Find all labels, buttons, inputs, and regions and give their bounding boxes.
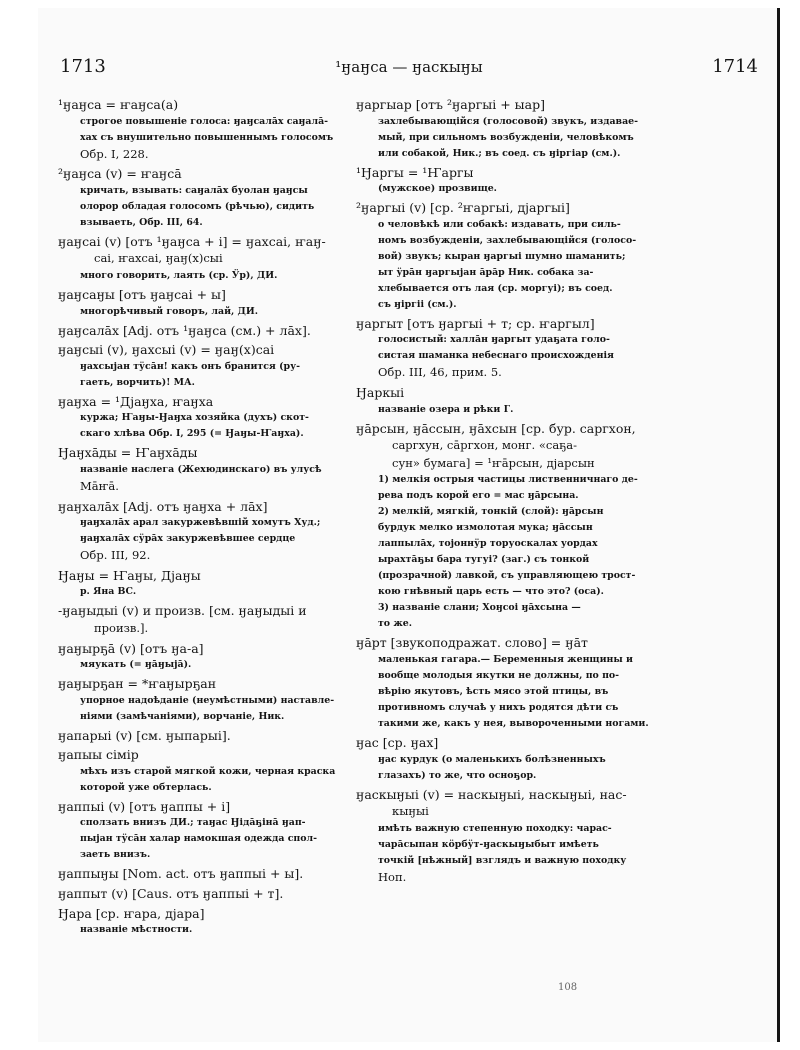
dictionary-entry bbox=[58, 341, 380, 391]
definition-line: кричать, взывать: саӈалāх буолан ӈаӈсы bbox=[80, 184, 308, 196]
headword-line: ²ӈаӈса (v) = ҥаӈсā bbox=[58, 166, 182, 182]
dictionary-entry bbox=[356, 786, 678, 887]
headword-line: ӈāрт [звукоподражат. слово] = ӈāт bbox=[356, 635, 588, 651]
example-line: Ноп. bbox=[378, 869, 407, 884]
definition-line: ырахтāҕы бара тугуі? (заг.) съ тонкой bbox=[378, 554, 590, 566]
headword-line: ӈāрсын, ӈāссын, ӈāхсын [ср. бур. саргхон, bbox=[356, 420, 636, 436]
headword-line: Ӈаӈы = Ҥаӈы, Дjаӈы bbox=[58, 567, 201, 583]
definition-line: о человѣкѣ или собакѣ: издавать, при силь- bbox=[378, 218, 621, 230]
headword-line: ӈапарыі (v) [см. ӈыпарыі]. bbox=[58, 727, 231, 743]
document-page bbox=[38, 8, 780, 1042]
dictionary-entry bbox=[356, 420, 678, 633]
headword-line: ӈаргыт [отъ ӈаргыі + т; ср. ҥаргыл] bbox=[356, 315, 595, 331]
headword-line: ӈаӈсаӈы [отъ ӈаӈсаі + ы] bbox=[58, 286, 226, 302]
dictionary-entry bbox=[58, 798, 380, 864]
definition-line: номъ возбужденіи, захлебывающійся (голосо- bbox=[378, 234, 637, 246]
dictionary-entry bbox=[58, 865, 380, 883]
page-number-right: 1714 bbox=[712, 56, 758, 77]
definition-line: заеть внизъ. bbox=[80, 849, 151, 861]
headword-line: ²ӈаргыі (v) [ср. ²ҥаргыі, дjаргыі] bbox=[356, 200, 570, 216]
dictionary-entry bbox=[58, 640, 380, 674]
continuation-line: сун» бумага] = ¹ҥāрсын, дjарсын bbox=[392, 455, 595, 470]
headword-line: ¹Ӈаргы = ¹Ҥаргы bbox=[356, 164, 474, 180]
definition-line: пыјан тӱсāн халар намокшая одежда спол- bbox=[80, 833, 318, 845]
headword-line: Ӈаркыі bbox=[356, 384, 405, 400]
headword-line: ӈаӈсаі (v) [отъ ¹ӈаӈса + і] = ӈахсаі, ҥаӈ- bbox=[58, 233, 326, 249]
definition-line: 1) мелкія острыя частицы лиственничнаго де- bbox=[378, 474, 638, 486]
definition-line: ӈаӈхалāх арал закуржевѣвшій хомутъ Худ.; bbox=[80, 517, 321, 529]
dictionary-entry bbox=[58, 675, 380, 725]
definition-line: съ ӈiргii (см.). bbox=[378, 298, 457, 310]
headword-line: ӈаӈырҕā (v) [отъ ӈа-а] bbox=[58, 640, 204, 656]
continuation-line: произв.]. bbox=[94, 620, 149, 635]
headword-line: ӈаскыӈыі (v) = наскыӈыі, наскыӈыі, нас- bbox=[356, 786, 627, 802]
definition-line: названіе озера и рѣки Г. bbox=[378, 403, 514, 415]
definition-line: олорор обладая голосомъ (рѣчью), сидить bbox=[80, 200, 315, 212]
definition-line: куржа; Ҥаӈы-Ӈаӈха хозяйка (духъ) скот- bbox=[80, 412, 309, 424]
definition-line: ӈахсыјан тӱсāн! какъ онъ бранится (ру- bbox=[80, 360, 300, 372]
definition-line: рева подъ корой его = мас ӈāрсына. bbox=[378, 490, 579, 502]
dictionary-entry bbox=[58, 727, 380, 745]
definition-line: глазахъ) то же, что осноҕор. bbox=[378, 769, 537, 781]
definition-line: 2) мелкій, мягкій, тонкій (слой): ӈāрсын bbox=[378, 506, 604, 518]
dictionary-entry bbox=[58, 286, 380, 320]
headword-line: ӈапыы сiмiр bbox=[58, 747, 139, 763]
definition-line: голосистый: халлāн ӈаргыт удаҕата голо- bbox=[378, 334, 610, 346]
definition-line: или собакой, Ник.; въ соед. съ ӈiргiар (см.). bbox=[378, 147, 621, 159]
continuation-line: саргхун, сāргхон, монг. «саҕа- bbox=[392, 438, 577, 453]
definition-line: много говорить, лаять (ср. Ӱр), ДИ. bbox=[80, 269, 278, 281]
page-edge-shadow bbox=[777, 8, 780, 1042]
definition-line: мый, при сильномъ возбужденіи, человѣкомъ bbox=[378, 131, 634, 143]
definition-line: сползать внизъ ДИ.; таӈас Ӈiдāҕiнā ӈап- bbox=[80, 817, 306, 829]
definition-line: многорѣчивый говоръ, лай, ДИ. bbox=[80, 305, 259, 317]
definition-line: скаго хлѣва Обр. I, 295 (= Ӈаӈы-Ҥаӈха). bbox=[80, 428, 304, 440]
definition-line: взываеть, Обр. III, 64. bbox=[80, 216, 203, 228]
headword-line: ӈаргыар [отъ ²ӈаргыі + ыар] bbox=[356, 97, 545, 112]
definition-line: противномъ случаѣ у нихъ родятся дѣти съ bbox=[378, 701, 619, 713]
headword-line: Ӈаӈхāды = Ҥаӈхāды bbox=[58, 445, 198, 461]
headword-line: ӈаӈырҕан = *ҥаӈырҕан bbox=[58, 676, 217, 692]
dictionary-entry bbox=[58, 602, 380, 637]
definition-line: такими же, какъ у нея, вывороченными ногами. bbox=[378, 717, 649, 729]
headword-line: ӈаппыі (v) [отъ ӈаппы + і] bbox=[58, 798, 231, 814]
definition-line: систая шаманка небеснаго происхожденія bbox=[378, 350, 614, 362]
dictionary-entry bbox=[356, 96, 678, 162]
definition-line: имѣть важную степенную походку: чарас- bbox=[378, 822, 612, 834]
definition-line: чарāсыпан кӧрбӱт-ӈаскыӈыбыт имѣеть bbox=[378, 838, 599, 850]
example-line: Обр. I, 228. bbox=[80, 146, 149, 161]
example-line: Мāҥā. bbox=[80, 478, 119, 493]
definition-line: ніями (замѣчаніями), ворчаніе, Ник. bbox=[80, 710, 285, 722]
definition-line: р. Яна ВС. bbox=[80, 586, 137, 598]
dictionary-entry bbox=[58, 746, 380, 796]
headword-line: Ӈара [ср. ҥара, дjара] bbox=[58, 905, 205, 921]
dictionary-entry bbox=[356, 734, 678, 784]
dictionary-entry bbox=[58, 233, 380, 284]
definition-line: которой уже обтерлась. bbox=[80, 781, 212, 793]
headword-line: ӈаӈсыі (v), ӈахсыі (v) = ӈаӈ(х)саі bbox=[58, 342, 275, 358]
definition-line: хлебывается отъ лая (ср. моргуі); въ соед. bbox=[378, 282, 613, 294]
definition-line: 3) названіе слани; Хоӈсоі ӈāхсына — bbox=[378, 602, 581, 614]
headword-line: ӈаӈхалāх [Adj. отъ ӈаӈха + лāх] bbox=[58, 498, 268, 514]
page-number-left: 1713 bbox=[60, 56, 106, 77]
dictionary-entry bbox=[58, 96, 380, 163]
definition-line: точкій [нѣжный] взглядъ и важную походку bbox=[378, 854, 627, 866]
dictionary-entry bbox=[58, 905, 380, 939]
definition-line: названіе наслега (Жехюдинскаго) въ улусѣ bbox=[80, 463, 322, 475]
dictionary-entry bbox=[356, 315, 678, 382]
definition-line: вой) звукъ; кыран ӈаргыі шумно шаманить; bbox=[378, 250, 626, 262]
definition-line: строгое повышеніе голоса: ӈаӈсалāх саӈалā- bbox=[80, 115, 329, 127]
definition-line: вообще молодыя якутки не должны, по по- bbox=[378, 669, 620, 681]
definition-line: мяукать (= ӈāӈыјā). bbox=[80, 659, 192, 671]
definition-line: (прозрачной) лавкой, съ управляющею трост- bbox=[378, 570, 636, 582]
dictionary-entry bbox=[58, 567, 380, 601]
definition-line: захлебывающійся (голосовой) звукъ, издавае- bbox=[378, 115, 639, 127]
definition-line: бурдук мелко измолотая мука; ӈāссын bbox=[378, 522, 593, 534]
dictionary-entry bbox=[356, 164, 678, 198]
running-head: ¹ӈаӈса — ӈаскыӈы bbox=[335, 58, 483, 76]
right-column bbox=[356, 96, 678, 888]
headword-line: ӈаӈха = ¹Дjаӈха, ҥаӈха bbox=[58, 393, 214, 409]
definition-line: вѣрію якутовъ, ѣсть мясо этой птицы, въ bbox=[378, 685, 609, 697]
dictionary-entry bbox=[356, 384, 678, 418]
dictionary-entry bbox=[58, 498, 380, 565]
headword-line: ӈаӈсалāх [Adj. отъ ¹ӈаӈса (см.) + лāх]. bbox=[58, 322, 311, 338]
example-line: Обр. III, 92. bbox=[80, 548, 151, 563]
definition-line: кою гнѣвный царь есть — что это? (оса). bbox=[378, 586, 604, 598]
dictionary-entry bbox=[356, 199, 678, 313]
example-line: Обр. III, 46, прим. 5. bbox=[378, 365, 502, 380]
headword-line: ӈаппыӈы [Nom. act. отъ ӈаппыі + ы]. bbox=[58, 866, 304, 882]
definition-line: названіе мѣстности. bbox=[80, 924, 193, 936]
definition-line: лаппылāх, тојоннӱр торуоскалах уордах bbox=[378, 538, 598, 550]
dictionary-entry bbox=[58, 444, 380, 495]
dictionary-entry bbox=[58, 885, 380, 903]
definition-line: хах съ внушительно повышеннымъ голосомъ bbox=[80, 131, 334, 143]
left-column bbox=[58, 96, 380, 940]
headword-line: ӈас [ср. ӈах] bbox=[356, 734, 439, 750]
definition-line: мѣхъ изъ старой мягкой кожи, черная краска bbox=[80, 765, 336, 777]
dictionary-entry bbox=[58, 165, 380, 231]
continuation-line: кыӈыі bbox=[392, 804, 429, 819]
definition-line: то же. bbox=[378, 618, 413, 630]
printer-signature: 108 bbox=[558, 982, 578, 993]
dictionary-entry bbox=[58, 322, 380, 340]
dictionary-entry bbox=[356, 634, 678, 732]
headword-line: ӈаппыт (v) [Caus. отъ ӈаппыі + т]. bbox=[58, 886, 284, 902]
definition-line: маленькая гагара.— Беременныя женщины и bbox=[378, 653, 634, 665]
definition-line: ыт ӱрāн ӈаргыјан āрāр Ник. собака за- bbox=[378, 266, 594, 278]
headword-line: ¹ӈаӈса = ҥаӈса(а) bbox=[58, 97, 179, 112]
definition-line: (мужское) прозвище. bbox=[378, 183, 497, 195]
definition-line: ӈаӈхалāх сӱрāх закуржевѣвшее сердце bbox=[80, 533, 296, 545]
headword-line: -ӈаӈыдыі (v) и произв. [см. ӈаӈыдыі и bbox=[58, 603, 307, 619]
definition-line: упорное надоѣданіе (неумѣстными) наставле- bbox=[80, 694, 335, 706]
page-header bbox=[60, 56, 758, 86]
definition-line: гаеть, ворчить)! МА. bbox=[80, 376, 195, 388]
dictionary-entry bbox=[58, 393, 380, 443]
continuation-line: саі, ҥахсаі, ӈаӈ(х)сыі bbox=[94, 251, 223, 266]
definition-line: ӈас курдук (о маленькихъ болѣзненныхъ bbox=[378, 753, 606, 765]
